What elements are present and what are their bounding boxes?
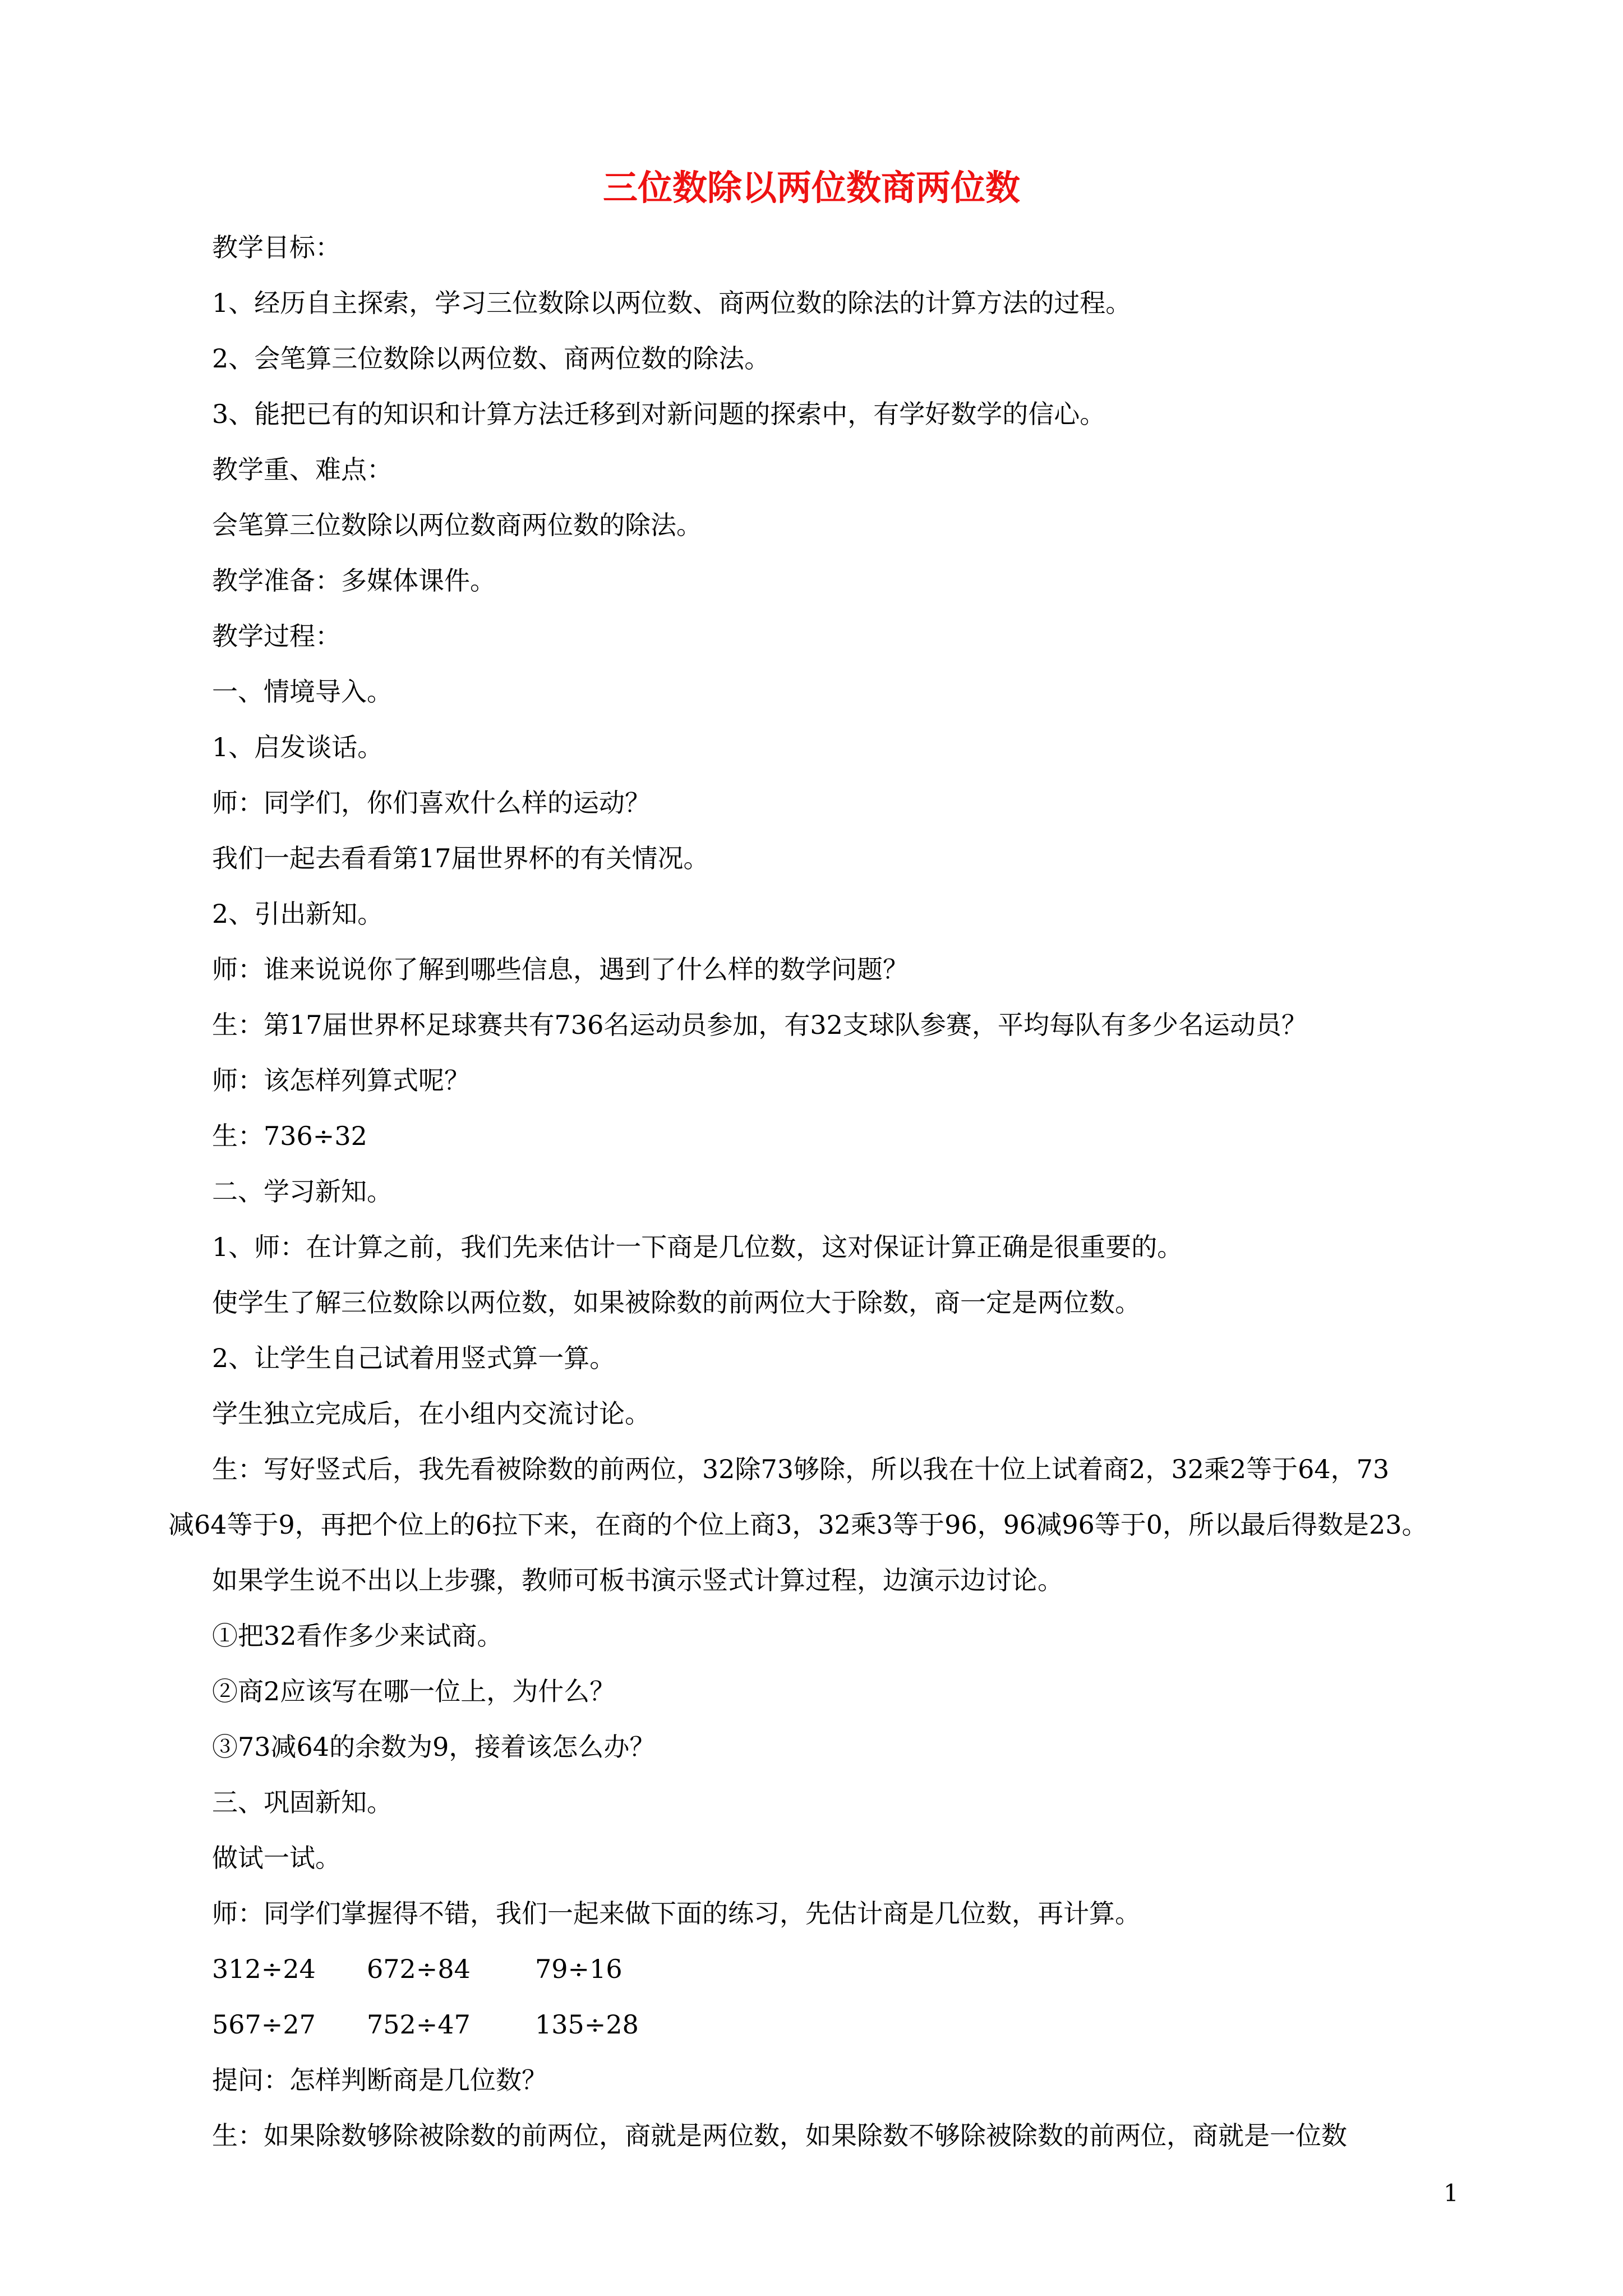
paragraph-line: ③73减64的余数为9，接着该怎么办？ bbox=[212, 1732, 656, 1762]
exercise-item: 752÷47 bbox=[367, 2009, 471, 2040]
paragraph-line: 做试一试。 bbox=[212, 1843, 341, 1873]
paragraph-line: 教学过程： bbox=[212, 621, 341, 651]
exercise-item: 79÷16 bbox=[535, 1954, 623, 1984]
document-title: 三位数除以两位数商两位数 bbox=[602, 167, 1020, 208]
paragraph-line: 我们一起去看看第17届世界杯的有关情况。 bbox=[212, 843, 709, 873]
exercise-item: 567÷27 bbox=[212, 2009, 316, 2040]
paragraph-line: 2、引出新知。 bbox=[212, 899, 384, 929]
paragraph-line: 生：如果除数够除被除数的前两位，商就是两位数，如果除数不够除被除数的前两位，商就是一位数 bbox=[212, 2120, 1347, 2151]
paragraph-line: 使学生了解三位数除以两位数，如果被除数的前两位大于除数，商一定是两位数。 bbox=[212, 1287, 1141, 1318]
paragraph-line: 2、让学生自己试着用竖式算一算。 bbox=[212, 1343, 616, 1373]
paragraph-line: 1、启发谈话。 bbox=[212, 732, 384, 762]
paragraph-line: 2、会笔算三位数除以两位数、商两位数的除法。 bbox=[212, 343, 771, 374]
paragraph-line: 3、能把已有的知识和计算方法迁移到对新问题的探索中，有学好数学的信心。 bbox=[212, 399, 1106, 429]
paragraph-line: 三、巩固新知。 bbox=[212, 1787, 393, 1818]
exercise-item: 312÷24 bbox=[212, 1954, 316, 1984]
paragraph-line: 教学目标： bbox=[212, 232, 341, 263]
paragraph-line: 1、师：在计算之前，我们先来估计一下商是几位数，这对保证计算正确是很重要的。 bbox=[212, 1232, 1183, 1262]
paragraph-line: 提问：怎样判断商是几位数？ bbox=[212, 2065, 547, 2095]
paragraph-line: 师：同学们掌握得不错，我们一起来做下面的练习，先估计商是几位数，再计算。 bbox=[212, 1898, 1141, 1929]
paragraph-line: 生：第17届世界杯足球赛共有736名运动员参加，有32支球队参赛，平均每队有多少名运动员？ bbox=[212, 1010, 1307, 1040]
paragraph-line: ①把32看作多少来试商。 bbox=[212, 1621, 503, 1651]
paragraph-line: 学生独立完成后，在小组内交流讨论。 bbox=[212, 1398, 651, 1429]
paragraph-line: 1、经历自主探索，学习三位数除以两位数、商两位数的除法的计算方法的过程。 bbox=[212, 288, 1132, 318]
paragraph-line-continued: 减64等于9，再把个位上的6拉下来，在商的个位上商3，32乘3等于96，96减96等于0，所以最后得数是23。 bbox=[168, 1510, 1428, 1540]
paragraph-line: 生：736÷32 bbox=[212, 1121, 367, 1151]
document-body bbox=[168, 220, 1474, 2164]
paragraph-line: 一、情境导入。 bbox=[212, 677, 393, 707]
paragraph-line: 会笔算三位数除以两位数商两位数的除法。 bbox=[212, 510, 702, 540]
paragraph-line: 师：同学们，你们喜欢什么样的运动？ bbox=[212, 788, 651, 818]
paragraph-line: 二、学习新知。 bbox=[212, 1176, 393, 1207]
paragraph-line: 生：写好竖式后，我先看被除数的前两位，32除73够除，所以我在十位上试着商2，32乘2等于64，73 bbox=[212, 1454, 1390, 1484]
paragraph-line: 教学重、难点： bbox=[212, 454, 393, 485]
paragraph-line: 如果学生说不出以上步骤，教师可板书演示竖式计算过程，边演示边讨论。 bbox=[212, 1565, 1063, 1595]
page-number: 1 bbox=[1444, 2179, 1459, 2207]
exercise-row bbox=[212, 1997, 1474, 2053]
paragraph-line: 师：该怎样列算式呢？ bbox=[212, 1065, 470, 1096]
paragraph-line: ②商2应该写在哪一位上，为什么？ bbox=[212, 1676, 616, 1706]
paragraph-line: 教学准备：多媒体课件。 bbox=[212, 565, 496, 596]
exercise-item: 672÷84 bbox=[367, 1954, 471, 1984]
exercise-item: 135÷28 bbox=[535, 2009, 639, 2040]
paragraph-line: 师：谁来说说你了解到哪些信息，遇到了什么样的数学问题？ bbox=[212, 954, 909, 984]
exercise-row bbox=[212, 1941, 1474, 1997]
